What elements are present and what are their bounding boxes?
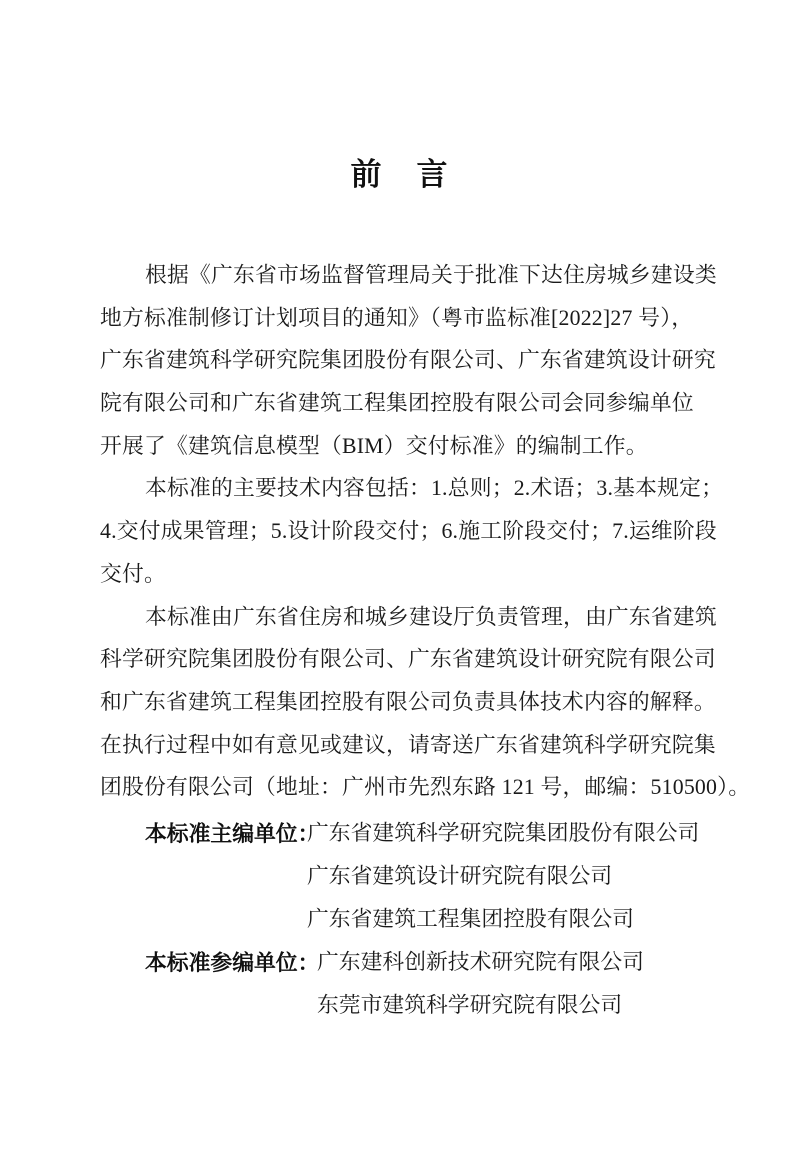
paragraph-3-line-2: 科学研究院集团股份有限公司、广东省建筑设计研究院有限公司 xyxy=(100,647,716,672)
participant-units-label: 本标准参编单位： xyxy=(145,950,320,975)
paragraph-2-line-1: 本标准的主要技术内容包括：1.总则；2.术语；3.基本规定； xyxy=(145,476,724,501)
paragraph-1-line-1: 根据《广东省市场监督管理局关于批准下达住房城乡建设类 xyxy=(145,263,717,287)
paragraph-1-line-5: 开展了《建筑信息模型（BIM）交付标准》的编制工作。 xyxy=(100,433,648,458)
paragraph-1-line-2: 地方标准制修订计划项目的通知》（粤市监标准[2022]27 号）， xyxy=(100,305,694,330)
chief-editor-units-row xyxy=(145,812,699,941)
paragraph-2-line-3: 交付。 xyxy=(100,561,166,586)
page-title: 前 言 xyxy=(350,157,450,192)
participant-company-2: 东莞市建筑科学研究院有限公司 xyxy=(317,993,623,1017)
paragraph-1-line-4: 院有限公司和广东省建筑工程集团控股有限公司会同参编单位 xyxy=(100,391,694,416)
paragraph-1-line-3: 广东省建筑科学研究院集团股份有限公司、广东省建筑设计研究 xyxy=(100,348,716,373)
paragraph-2-line-2: 4.交付成果管理；5.设计阶段交付；6.施工阶段交付；7.运维阶段 xyxy=(100,519,717,544)
editing-units-block xyxy=(145,812,699,1027)
participant-company-1: 广东建科创新技术研究院有限公司 xyxy=(317,950,644,974)
body-text xyxy=(100,254,751,809)
paragraph-3-line-3: 和广东省建筑工程集团控股有限公司负责具体技术内容的解释。 xyxy=(100,689,716,714)
paragraph-3-line-1: 本标准由广东省住房和城乡建设厅负责管理，由广东省建筑 xyxy=(145,604,717,629)
chief-company-2: 广东省建筑设计研究院有限公司 xyxy=(307,864,613,888)
paragraph-3-line-4: 在执行过程中如有意见或建议，请寄送广东省建筑科学研究院集 xyxy=(100,732,716,757)
participant-companies xyxy=(307,941,644,1027)
participant-units-row xyxy=(145,941,699,1027)
chief-company-1: 广东省建筑科学研究院集团股份有限公司 xyxy=(307,821,700,845)
chief-editor-companies xyxy=(307,812,699,941)
chief-editor-units-label: 本标准主编单位： xyxy=(145,821,320,846)
paragraph-3-line-5: 团股份有限公司（地址：广州市先烈东路 121 号，邮编：510500）。 xyxy=(100,775,751,800)
chief-company-3: 广东省建筑工程集团控股有限公司 xyxy=(307,907,634,931)
